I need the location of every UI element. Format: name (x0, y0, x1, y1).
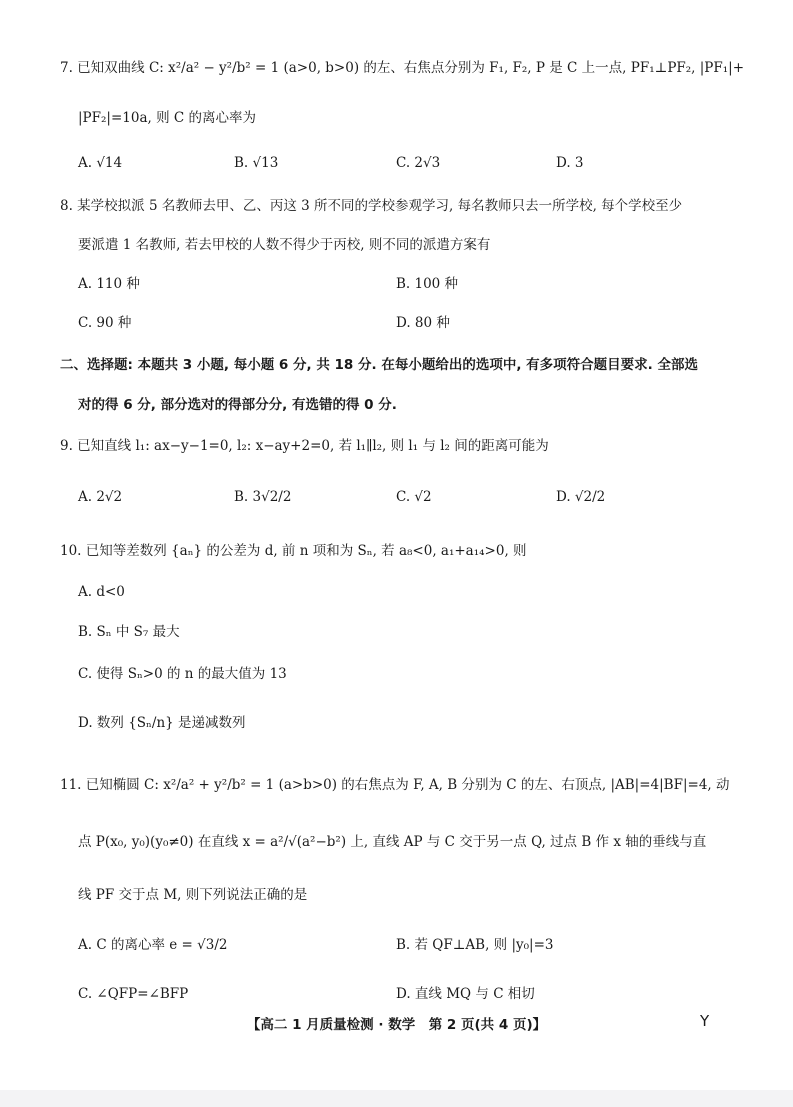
q11-stem-line3: 线 PF 交于点 M, 则下列说法正确的是 (78, 887, 308, 903)
q11-option-c: C. ∠QFP=∠BFP (78, 986, 189, 1002)
q10-option-a: A. d<0 (78, 584, 125, 600)
q8-stem-line2: 要派遣 1 名教师, 若去甲校的人数不得少于丙校, 则不同的派遣方案有 (78, 237, 491, 253)
q9-option-d: D. √2/2 (556, 489, 606, 505)
q11-option-d: D. 直线 MQ 与 C 相切 (396, 986, 535, 1002)
section-2-header-line1: 二、选择题: 本题共 3 小题, 每小题 6 分, 共 18 分. 在每小题给出的选项中, 有多项符合题目要求. 全部选 (60, 357, 699, 373)
page-footer: 【高二 1 月质量检测 · 数学 第 2 页(共 4 页)】 (246, 1017, 547, 1033)
q9-stem: 9. 已知直线 l₁: ax−y−1=0, l₂: x−ay+2=0, 若 l₁∥l₂, 则 l₁ 与 l₂ 间的距离可能为 (60, 438, 549, 454)
q8-option-d: D. 80 种 (396, 315, 450, 331)
q10-option-c: C. 使得 Sₙ>0 的 n 的最大值为 13 (78, 666, 287, 682)
q7-stem-line2: |PF₂|=10a, 则 C 的离心率为 (78, 110, 256, 126)
section-2-header-line2: 对的得 6 分, 部分选对的得部分分, 有选错的得 0 分. (78, 397, 397, 413)
q11-stem-line1: 11. 已知椭圆 C: x²/a² + y²/b² = 1 (a>b>0) 的右焦点为 F, A, B 分别为 C 的左、右顶点, |AB|=4|BF|=4, 动 (60, 777, 730, 793)
q11-option-b: B. 若 QF⊥AB, 则 |y₀|=3 (396, 937, 554, 953)
q10-option-d: D. 数列 {Sₙ/n} 是递减数列 (78, 715, 246, 731)
q8-option-b: B. 100 种 (396, 276, 459, 292)
q11-option-a: A. C 的离心率 e = √3/2 (78, 937, 228, 953)
q8-option-c: C. 90 种 (78, 315, 132, 331)
footer-corner-mark: Y (700, 1012, 710, 1030)
q10-stem: 10. 已知等差数列 {aₙ} 的公差为 d, 前 n 项和为 Sₙ, 若 a₈<0, a₁+a₁₄>0, 则 (60, 543, 527, 559)
q10-option-b: B. Sₙ 中 S₇ 最大 (78, 624, 180, 640)
q11-stem-line2: 点 P(x₀, y₀)(y₀≠0) 在直线 x = a²/√(a²−b²) 上, 直线 AP 与 C 交于另一点 Q, 过点 B 作 x 轴的垂线与直 (78, 834, 707, 850)
q8-stem-line1: 8. 某学校拟派 5 名教师去甲、乙、丙这 3 所不同的学校参观学习, 每名教师只去一所学校, 每个学校至少 (60, 198, 683, 214)
q7-option-c: C. 2√3 (396, 155, 441, 171)
q9-option-a: A. 2√2 (78, 489, 123, 505)
q7-option-b: B. √13 (234, 155, 279, 171)
q9-option-b: B. 3√2/2 (234, 489, 292, 505)
q7-option-d: D. 3 (556, 155, 584, 171)
bottom-margin-band (0, 1090, 793, 1107)
q7-option-a: A. √14 (78, 155, 123, 171)
q8-option-a: A. 110 种 (78, 276, 140, 292)
q9-option-c: C. √2 (396, 489, 432, 505)
q7-stem-line1: 7. 已知双曲线 C: x²/a² − y²/b² = 1 (a>0, b>0) 的左、右焦点分别为 F₁, F₂, P 是 C 上一点, PF₁⊥PF₂, |PF₁|+ (60, 60, 745, 76)
